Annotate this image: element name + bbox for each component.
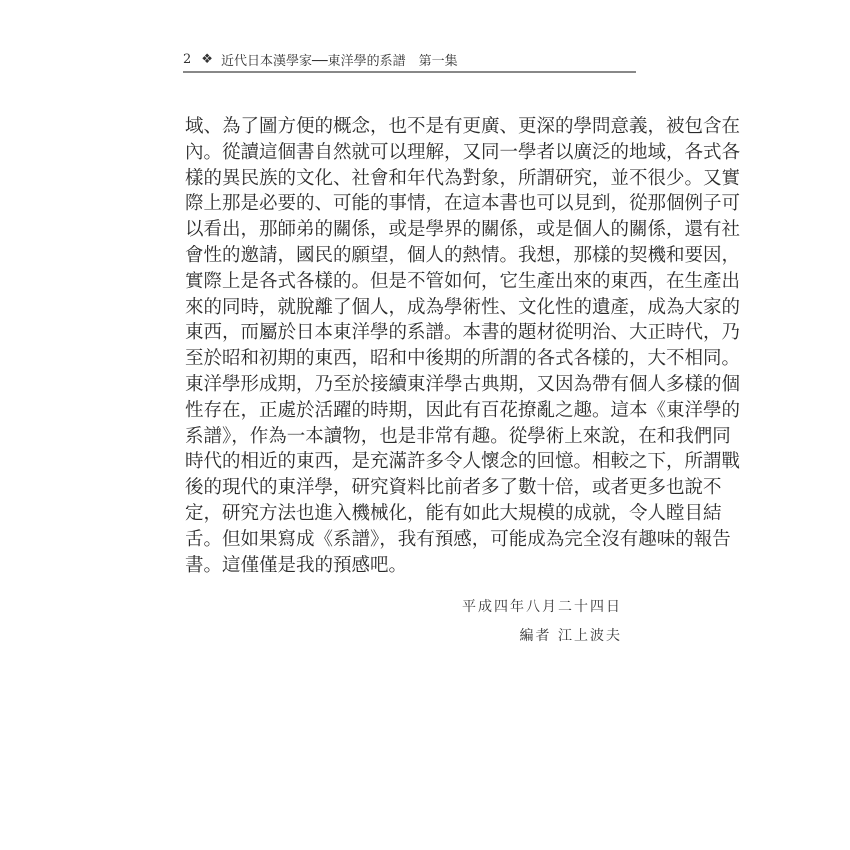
text-line: 定，研究方法也進入機械化，能有如此大規模的成就，令人瞠目結 bbox=[185, 502, 722, 524]
text-line: 東洋學形成期，乃至於接續東洋學古典期，又因為帶有個人多樣的個 bbox=[185, 373, 741, 395]
running-header bbox=[183, 48, 636, 70]
text-line: 實際上是各式各樣的。但是不管如何，它生產出來的東西，在生產出 bbox=[185, 270, 741, 292]
text-line: 性存在，正處於活躍的時期，因此有百花撩亂之趣。這本《東洋學的 bbox=[185, 399, 741, 421]
text-line: 來的同時，就脫離了個人，成為學術性、文化性的遺產，成為大家的 bbox=[185, 296, 741, 318]
text-line: 東西，而屬於日本東洋學的系譜。本書的題材從明治、大正時代，乃 bbox=[185, 322, 741, 344]
text-line: 會性的邀請，國民的願望，個人的熱情。我想，那樣的契機和要因， bbox=[185, 244, 741, 266]
signature-author: 編者 江上波夫 bbox=[519, 628, 622, 644]
text-line: 至於昭和初期的東西，昭和中後期的所謂的各式各樣的，大不相同。 bbox=[185, 348, 741, 370]
text-line: 書。這僅僅是我的預感吧。 bbox=[185, 554, 408, 576]
text-line: 時代的相近的東西，是充滿許多令人懷念的回憶。相較之下，所謂戰 bbox=[185, 451, 741, 473]
text-line: 內。從讀這個書自然就可以理解，又同一學者以廣泛的地域，各式各 bbox=[185, 141, 741, 163]
header-rule bbox=[183, 71, 636, 73]
signature-date: 平成四年八月二十四日 bbox=[462, 599, 622, 615]
text-line: 域、為了圖方便的概念，也不是有更廣、更深的學問意義，被包含在 bbox=[185, 116, 741, 137]
running-title: 近代日本漢學家──東洋學的系譜 第一集 bbox=[220, 53, 458, 69]
diamond-ornament-icon: ❖ bbox=[201, 51, 213, 67]
text-line: 舌。但如果寫成《系譜》，我有預感，可能成為完全沒有趣味的報告 bbox=[185, 528, 731, 550]
text-line: 系譜》，作為一本讀物，也是非常有趣。從學術上來說，在和我們同 bbox=[185, 425, 731, 447]
text-line: 際上那是必要的、可能的事情，在這本書也可以見到，從那個例子可 bbox=[185, 193, 741, 215]
text-line: 後的現代的東洋學，研究資料比前者多了數十倍，或者更多也說不 bbox=[185, 477, 722, 499]
text-line: 以看出，那師弟的關係，或是學界的關係，或是個人的關係，還有社 bbox=[185, 219, 741, 241]
body-text bbox=[185, 114, 741, 578]
text-line: 樣的異民族的文化、社會和年代為對象，所謂研究，並不很少。又實 bbox=[185, 167, 741, 189]
page-number: 2 bbox=[183, 51, 192, 67]
